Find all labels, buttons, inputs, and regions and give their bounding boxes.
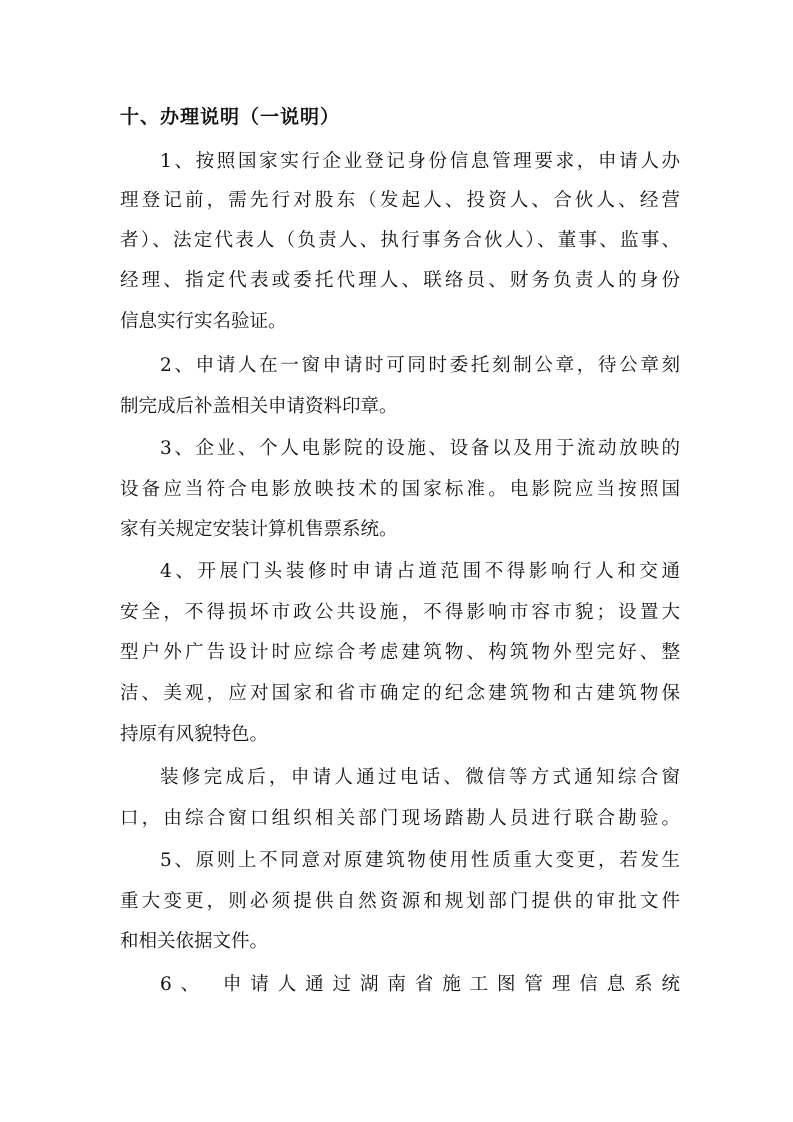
paragraph-6-line-1: 5、原则上不同意对原建筑物使用性质重大变更，若发生 <box>160 850 680 871</box>
paragraph-1-line-5: 信息实行实名验证。 <box>120 311 287 332</box>
paragraph-3-line-2: 设备应当符合电影放映技术的国家标准。电影院应当按照国 <box>120 479 680 500</box>
paragraph-1-line-2: 理登记前，需先行对股东（发起人、投资人、合伙人、经营 <box>120 190 680 211</box>
paragraph-4-line-4: 洁、美观，应对国家和省市确定的纪念建筑物和古建筑物保 <box>120 683 680 704</box>
paragraph-4-line-1: 4、开展门头装修时申请占道范围不得影响行人和交通 <box>160 561 680 582</box>
paragraph-2-line-2: 制完成后补盖相关申请资料印章。 <box>120 396 398 417</box>
paragraph-1-line-1: 1、按照国家实行企业登记身份信息管理要求，申请人办 <box>160 151 680 172</box>
paragraph-6-line-3: 和相关依据文件。 <box>120 931 269 952</box>
paragraph-4-line-2: 安全，不得损坏市政公共设施，不得影响市容市貌；设置大 <box>120 602 680 623</box>
section-heading: 十、办理说明（一说明） <box>120 106 341 128</box>
paragraph-5-line-1: 装修完成后，申请人通过电话、微信等方式通知综合窗 <box>160 767 680 788</box>
paragraph-1-line-3: 者）、法定代表人（负责人、执行事务合伙人）、董事、监事、 <box>120 230 680 251</box>
paragraph-7-line-1: 6、 申请人通过湖南省施工图管理信息系统 <box>160 974 680 995</box>
paragraph-3-line-3: 家有关规定安装计算机售票系统。 <box>120 519 398 540</box>
paragraph-5-line-2: 口，由综合窗口组织相关部门现场踏勘人员进行联合勘验。 <box>120 808 680 829</box>
paragraph-6-line-2: 重大变更，则必须提供自然资源和规划部门提供的审批文件 <box>120 891 680 912</box>
paragraph-1-line-4: 经理、指定代表或委托代理人、联络员、财务负责人的身份 <box>120 270 680 291</box>
paragraph-2-line-1: 2、申请人在一窗申请时可同时委托刻制公章，待公章刻 <box>160 355 680 376</box>
paragraph-4-line-5: 持原有风貌特色。 <box>120 724 269 745</box>
paragraph-4-line-3: 型户外广告设计时应综合考虑建筑物、构筑物外型完好、整 <box>120 642 680 663</box>
paragraph-3-line-1: 3、企业、个人电影院的设施、设备以及用于流动放映的 <box>160 438 680 459</box>
